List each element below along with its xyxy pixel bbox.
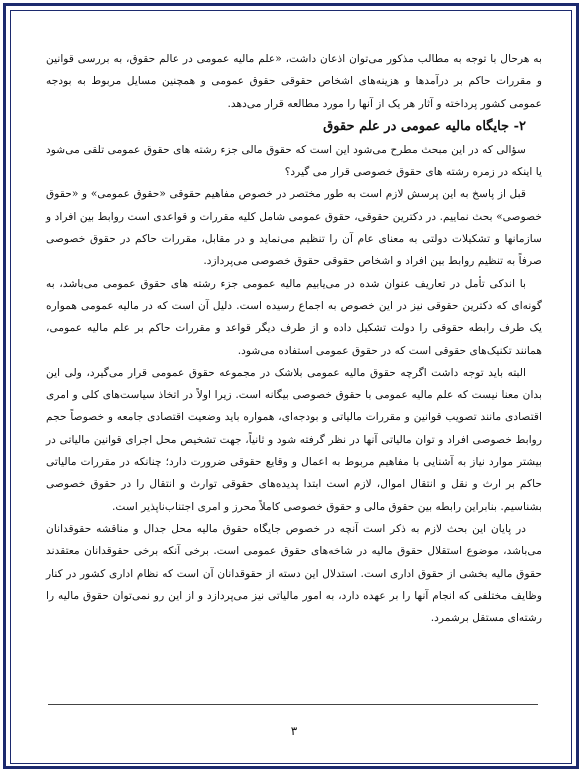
paragraph-definitions: قبل از پاسخ به این پرسش لازم است به طور مختصر در خصوص مفاهیم حقوقی «حقوق عمومی» و «حقوق خصوصی» بحث نماییم. در دکترین حقوقی، حقوق عمومی شامل کلیه مقررات و قواعدی است روابط بین افراد و سازمانها و تشکیلات دولتی به معنای عام آن را تنظیم می‌نماید و در مقابل، مقررات حاکم در حقوق خصوصی صرفاً به تنظیم روابط بین افراد و اشخاص حقوقی حقوق خصوصی می‌پردازد. [46,187,542,268]
paragraph-conclusion: در پایان این بحث لازم به ذکر است آنچه در خصوص جایگاه حقوق مالیه محل جدال و مناقشه حقوقدانان می‌باشد، موضوع استقلال حقوق مالیه در شاخه‌های حقوق عمومی است. برخی آنکه برخی حقوقدانان معتقدند حقوق مالیه بخشی از حقوق اداری است. استدلال این دسته از حقوقدانان آن است که نظام اداری کشور در کنار وظایف مختلفی که انجام آنها را بر عهده دارد، به امور مالیاتی نیز می‌پردازد و از این رو نمی‌توان حقوق مالیه را رشته‌ای مستقل برشمرد. [46,521,542,625]
paragraph-private-law-relation: البته باید توجه داشت اگرچه حقوق مالیه عمومی بلاشک در مجموعه حقوق عمومی قرار می‌گیرد، ولی این بدان معنا نیست که علم مالیه عمومی با حقوق خصوصی بیگانه است. زیرا اولاً در اتخاذ سیاست‌های کلی و امری اقتصادی مانند تصویب قوانین و مقررات مالیاتی و بودجه‌ای، همواره باید وضعیت اقتصادی جامعه و خصوصاً حجم روابط خصوصی افراد و توان مالیاتی آنها در نظر گرفته شود و ثانیاً، جهت تشخیص محل اجرای قوانین مالیاتی در بیشتر موارد نیاز به آشنایی با مفاهیم مربوط به اعمال و وقایع حقوقی ضرورت دارد؛ چنانکه در مقررات مالیاتی حاکم بر ارث و نقل و انتقال اموال، لازم است ابتدا پدیده‌های حقوقی توارث و انتقال را در حقوق خصوصی بشناسیم. بنابراین رابطه بین حقوق مالی و حقوق خصوصی کاملاً محرز و امری اجتناب‌ناپذیر است. [46,365,542,513]
paragraph-question: سؤالی که در این مبحث مطرح می‌شود این است که حقوق مالی جزء رشته های حقوق عمومی تلقی می‌شود یا اینکه در زمره رشته های حقوق خصوصی قرار می گیرد؟ [46,142,542,179]
paragraph-intro: به هرحال با توجه به مطالب مذکور می‌توان اذعان داشت، «علم مالیه عمومی در عالم حقوق، به بررسی قوانین و مقررات حاکم بر درآمدها و هزینه‌های اشخاص حقوقی حقوق عمومی و همچنین مسایل مربوط به بودجه عمومی کشور پرداخته و آثار هر یک از آنها را مورد مطالعه قرار می‌دهد. [46,52,542,110]
paragraph-public-law: با اندکی تأمل در تعاریف عنوان شده در می‌یابیم مالیه عمومی جزء رشته های حقوق عمومی می‌باشد، به گونه‌ای که دکترین حقوقی نیز در این خصوص به اجماع رسیده است. دلیل آن است که در مالیه عمومی همواره یک طرف رابطه حقوقی را دولت تشکیل داده و از طرف دیگر قواعد و مقررات حاکم بر علم مالیه عمومی، همانند تکنیک‌های حقوقی است که در حقوق عمومی استفاده می‌شود. [46,276,542,357]
section-heading: ۲- جایگاه مالیه عمومی در علم حقوق [323,118,526,134]
document-body [46,48,542,629]
page-number: ۳ [290,724,298,738]
footer-divider [48,704,538,705]
